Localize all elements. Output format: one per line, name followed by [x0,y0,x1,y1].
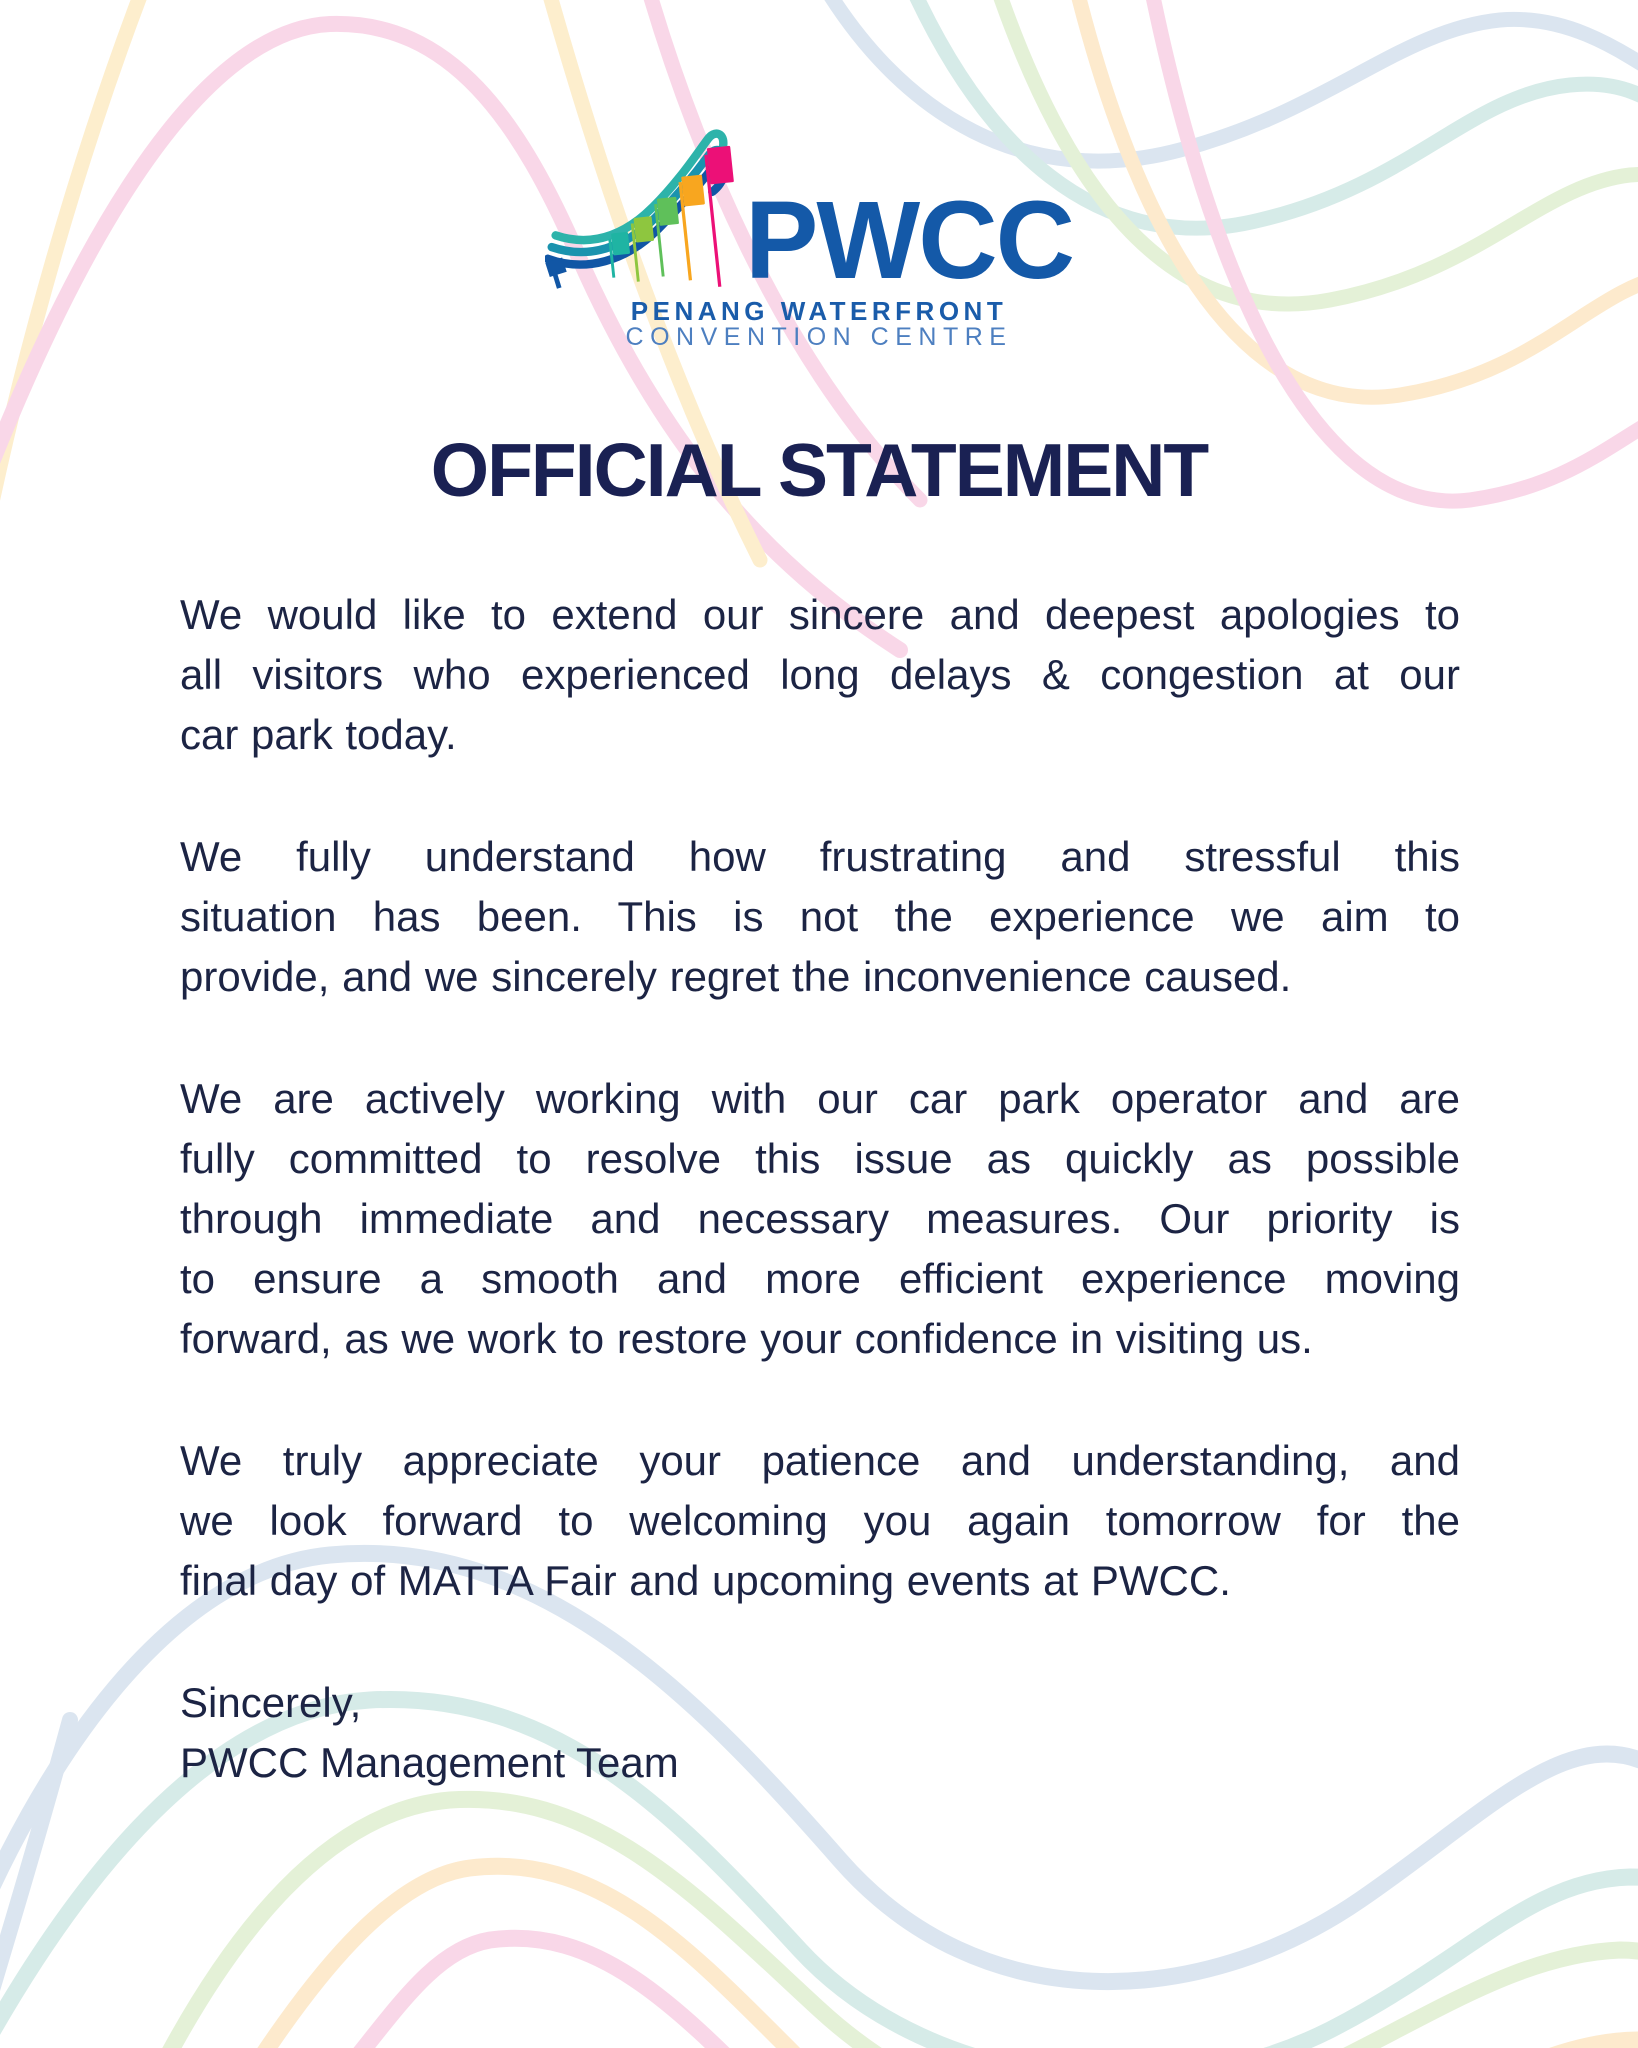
statement-line: fully committed to resolve this issue as quickly as possible [180,1135,1460,1182]
statement-line: situation has been. This is not the experience we aim to [180,893,1460,940]
statement-paragraph [180,1069,1460,1369]
statement-line: final day of MATTA Fair and upcoming events at PWCC. [180,1557,1231,1604]
statement-line: We fully understand how frustrating and stressful this [180,833,1460,880]
pwcc-wordmark: PWCC [745,179,1074,302]
statement-line: We would like to extend our sincere and deepest apologies to [180,591,1460,638]
statement-line: We truly appreciate your patience and understanding, and [180,1437,1460,1484]
pwcc-logo [545,108,760,290]
statement-paragraph [180,1431,1460,1611]
statement-paragraph [180,827,1460,1007]
statement-line: we look forward to welcoming you again tomorrow for the [180,1497,1460,1544]
statement-line: provide, and we sincerely regret the inconvenience caused. [180,953,1292,1000]
statement-line: through immediate and necessary measures. Our priority is [180,1195,1460,1242]
signature-text: PWCC Management Team [180,1739,679,1786]
statement-line: forward, as we work to restore your confidence in visiting us. [180,1315,1313,1362]
statement-paragraph [180,585,1460,765]
statement-line: to ensure a smooth and more efficient experience moving [180,1255,1460,1302]
pwcc-logo-mark-icon [545,108,760,290]
statement-line: car park today. [180,711,457,758]
statement-body [180,585,1460,1793]
statement-line: We are actively working with our car park operator and are [180,1075,1460,1122]
signature-block [180,1673,1460,1793]
statement-line: all visitors who experienced long delays & congestion at our [180,651,1460,698]
signoff-text: Sincerely, [180,1679,362,1726]
logo-tagline-line2: CONVENTION CENTRE [625,323,1013,351]
logo-tagline-line1: PENANG WATERFRONT [630,296,1008,326]
page-title: OFFICIAL STATEMENT [430,428,1208,512]
